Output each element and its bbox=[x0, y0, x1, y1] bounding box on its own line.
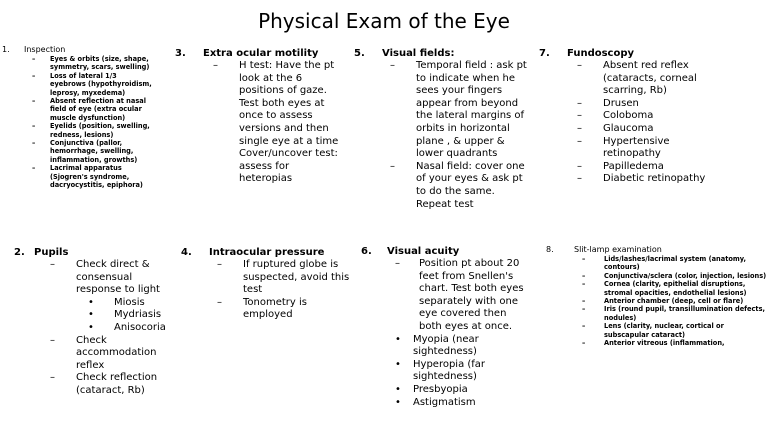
dot-bullet: • bbox=[395, 333, 401, 345]
list-item: – Cornea (clarity, epithelial disruptions, stromal opacities, endothelial lesions) bbox=[582, 280, 747, 297]
dash-bullet: – bbox=[582, 271, 586, 280]
list-item: – Loss of lateral 1/3 eyebrows (hypothyroidism, leprosy, myxedema) bbox=[32, 71, 152, 97]
dash-bullet: – bbox=[582, 339, 586, 348]
dash-bullet: – bbox=[390, 60, 395, 71]
section-heading bbox=[175, 47, 343, 60]
dash-bullet: – bbox=[32, 122, 36, 131]
section-heading bbox=[361, 245, 531, 258]
section-title: Visual acuity bbox=[387, 246, 460, 257]
list-item: – Coloboma bbox=[577, 110, 654, 122]
dash-bullet: – bbox=[577, 160, 582, 172]
dash-bullet: – bbox=[577, 110, 582, 122]
item-list bbox=[582, 255, 768, 347]
list-item: – Check direct & consensual response to light • Miosis • Mydriasis • Anisocoria bbox=[50, 259, 174, 335]
sub-list-item: • Myopia (near sightedness) bbox=[395, 333, 479, 358]
item-list bbox=[577, 60, 719, 186]
dash-bullet: – bbox=[32, 139, 36, 148]
list-item: – Check reflection (cataract, Rb) bbox=[50, 372, 158, 396]
dash-bullet: – bbox=[395, 258, 400, 269]
sub-list-item: • Miosis bbox=[88, 296, 145, 308]
dash-bullet: – bbox=[582, 322, 586, 331]
item-list bbox=[395, 258, 531, 334]
list-item: – Absent red reflex (cataracts, corneal scarring, Rb) bbox=[577, 60, 697, 97]
dash-bullet: – bbox=[582, 297, 586, 306]
list-item: – Lens (clarity, nuclear, cortical or subscapular cataract) bbox=[582, 322, 724, 339]
list-item: – Diabetic retinopathy bbox=[577, 173, 706, 185]
dot-bullet: • bbox=[88, 309, 94, 321]
dash-bullet: – bbox=[50, 334, 55, 346]
list-item: – Anterior vitreous (inflammation, bbox=[582, 339, 725, 348]
sub-list-item: • Anisocoria bbox=[88, 321, 166, 333]
dash-bullet: – bbox=[577, 135, 582, 147]
section-number: 1. bbox=[2, 45, 10, 54]
section-number: 2. bbox=[14, 247, 25, 258]
dash-bullet: – bbox=[582, 280, 586, 289]
list-item: – Tonometry is employed bbox=[217, 296, 307, 321]
page-title: Physical Exam of the Eye bbox=[258, 9, 510, 33]
list-item: – Absent reflection at nasal field of eye (extra ocular muscle dysfunction) bbox=[32, 97, 146, 122]
dash-bullet: – bbox=[577, 122, 582, 134]
item-list bbox=[50, 259, 174, 398]
section-visual-acuity bbox=[361, 245, 531, 409]
list-item: – Eyelids (position, swelling, redness, lesions) bbox=[32, 122, 150, 139]
section-title: Visual fields: bbox=[382, 48, 455, 59]
section-extra-ocular-motility bbox=[175, 47, 343, 186]
dash-bullet: – bbox=[50, 259, 55, 270]
section-fundoscopy bbox=[539, 47, 719, 186]
list-item: – Temporal field : ask pt to indicate when he sees your fingers appear from beyond the lateral margins of orbits in horizontal plane , & upper & lower quadrants bbox=[390, 60, 527, 160]
list-item: – Iris (round pupil, transillumination defects, nodules) bbox=[582, 305, 766, 322]
list-item: – Nasal field: cover one of your eyes & ask pt to do the same. Repeat test bbox=[390, 160, 525, 210]
dash-bullet: – bbox=[32, 97, 36, 106]
list-item: – Position pt about 20 feet from Snellen's chart. Test both eyes separately with one eye covered then both eyes at once. bbox=[395, 258, 524, 332]
section-heading bbox=[2, 45, 152, 55]
dash-bullet: – bbox=[217, 296, 222, 308]
section-intraocular-pressure bbox=[181, 246, 351, 322]
item-list bbox=[213, 60, 343, 186]
section-heading bbox=[539, 47, 719, 60]
list-item: – Glaucoma bbox=[577, 122, 654, 134]
dot-bullet: • bbox=[395, 358, 401, 370]
section-heading bbox=[546, 245, 768, 255]
section-number: 5. bbox=[354, 48, 365, 59]
dash-bullet: – bbox=[390, 160, 395, 172]
list-item: – Conjunctiva/sclera (color, injection, lesions) bbox=[582, 271, 767, 280]
section-title: Slit-lamp examination bbox=[574, 245, 662, 254]
dash-bullet: – bbox=[577, 97, 582, 109]
dash-bullet: – bbox=[582, 305, 586, 314]
dash-bullet: – bbox=[32, 55, 36, 63]
section-slit-lamp-examination bbox=[546, 245, 768, 347]
dash-bullet: – bbox=[32, 71, 36, 80]
section-title: Fundoscopy bbox=[567, 48, 635, 59]
section-inspection bbox=[2, 45, 152, 190]
dot-bullet: • bbox=[88, 321, 94, 333]
section-number: 6. bbox=[361, 246, 372, 257]
list-item: – Conjunctiva (pallor, hemorrhage, swelling, inflammation, growths) bbox=[32, 139, 138, 164]
sub-list-item: • Mydriasis bbox=[88, 309, 162, 321]
dot-bullet: • bbox=[395, 383, 401, 395]
section-title: Extra ocular motility bbox=[203, 48, 319, 59]
dot-bullet: • bbox=[395, 396, 401, 408]
section-heading bbox=[181, 246, 351, 259]
section-title: Inspection bbox=[24, 45, 66, 54]
dash-bullet: – bbox=[217, 259, 222, 270]
dash-bullet: – bbox=[577, 173, 582, 185]
list-item: – Hypertensive retinopathy bbox=[577, 135, 670, 160]
dash-bullet: – bbox=[50, 372, 55, 384]
list-item: – Papilledema bbox=[577, 160, 664, 172]
item-list bbox=[32, 55, 152, 190]
section-number: 4. bbox=[181, 247, 192, 258]
list-item: – Eyes & orbits (size, shape, symmetry, scars, swelling) bbox=[32, 55, 150, 72]
item-list bbox=[390, 60, 529, 211]
dash-bullet: – bbox=[32, 164, 36, 173]
dash-bullet: – bbox=[213, 60, 218, 71]
list-item: – Lids/lashes/lacrimal system (anatomy, contours) bbox=[582, 255, 747, 272]
item-list bbox=[217, 259, 351, 322]
section-visual-fields bbox=[354, 47, 529, 211]
dash-bullet: – bbox=[582, 255, 586, 263]
sub-list-item: • Astigmatism bbox=[395, 396, 476, 408]
section-heading bbox=[14, 246, 174, 259]
list-item: – H test: Have the pt look at the 6 positions of gaze. Test both eyes at once to assess versions and then single eye at a time Cover/uncover test: assess for heteropias bbox=[213, 60, 339, 185]
dash-bullet: – bbox=[577, 60, 582, 71]
list-item: – Lacrimal apparatus (Sjogren's syndrome, dacryocystitis, epiphora) bbox=[32, 164, 143, 190]
sub-list-item: • Presbyopia bbox=[395, 383, 468, 395]
section-title: Pupils bbox=[34, 247, 69, 258]
section-number: 8. bbox=[546, 245, 554, 254]
sub-list bbox=[88, 297, 174, 335]
section-number: 3. bbox=[175, 48, 186, 59]
sub-list bbox=[395, 334, 531, 410]
list-item: – Drusen bbox=[577, 97, 639, 109]
section-pupils bbox=[14, 246, 174, 398]
list-item: – Anterior chamber (deep, cell or flare) bbox=[582, 297, 744, 306]
dot-bullet: • bbox=[88, 296, 94, 308]
sub-list-item: • Hyperopia (far sightedness) bbox=[395, 358, 486, 383]
section-heading bbox=[354, 47, 529, 60]
section-title: Intraocular pressure bbox=[209, 247, 325, 258]
list-item: – Check accommodation reflex bbox=[50, 334, 157, 371]
list-item: – If ruptured globe is suspected, avoid this test bbox=[217, 259, 350, 296]
section-number: 7. bbox=[539, 48, 550, 59]
